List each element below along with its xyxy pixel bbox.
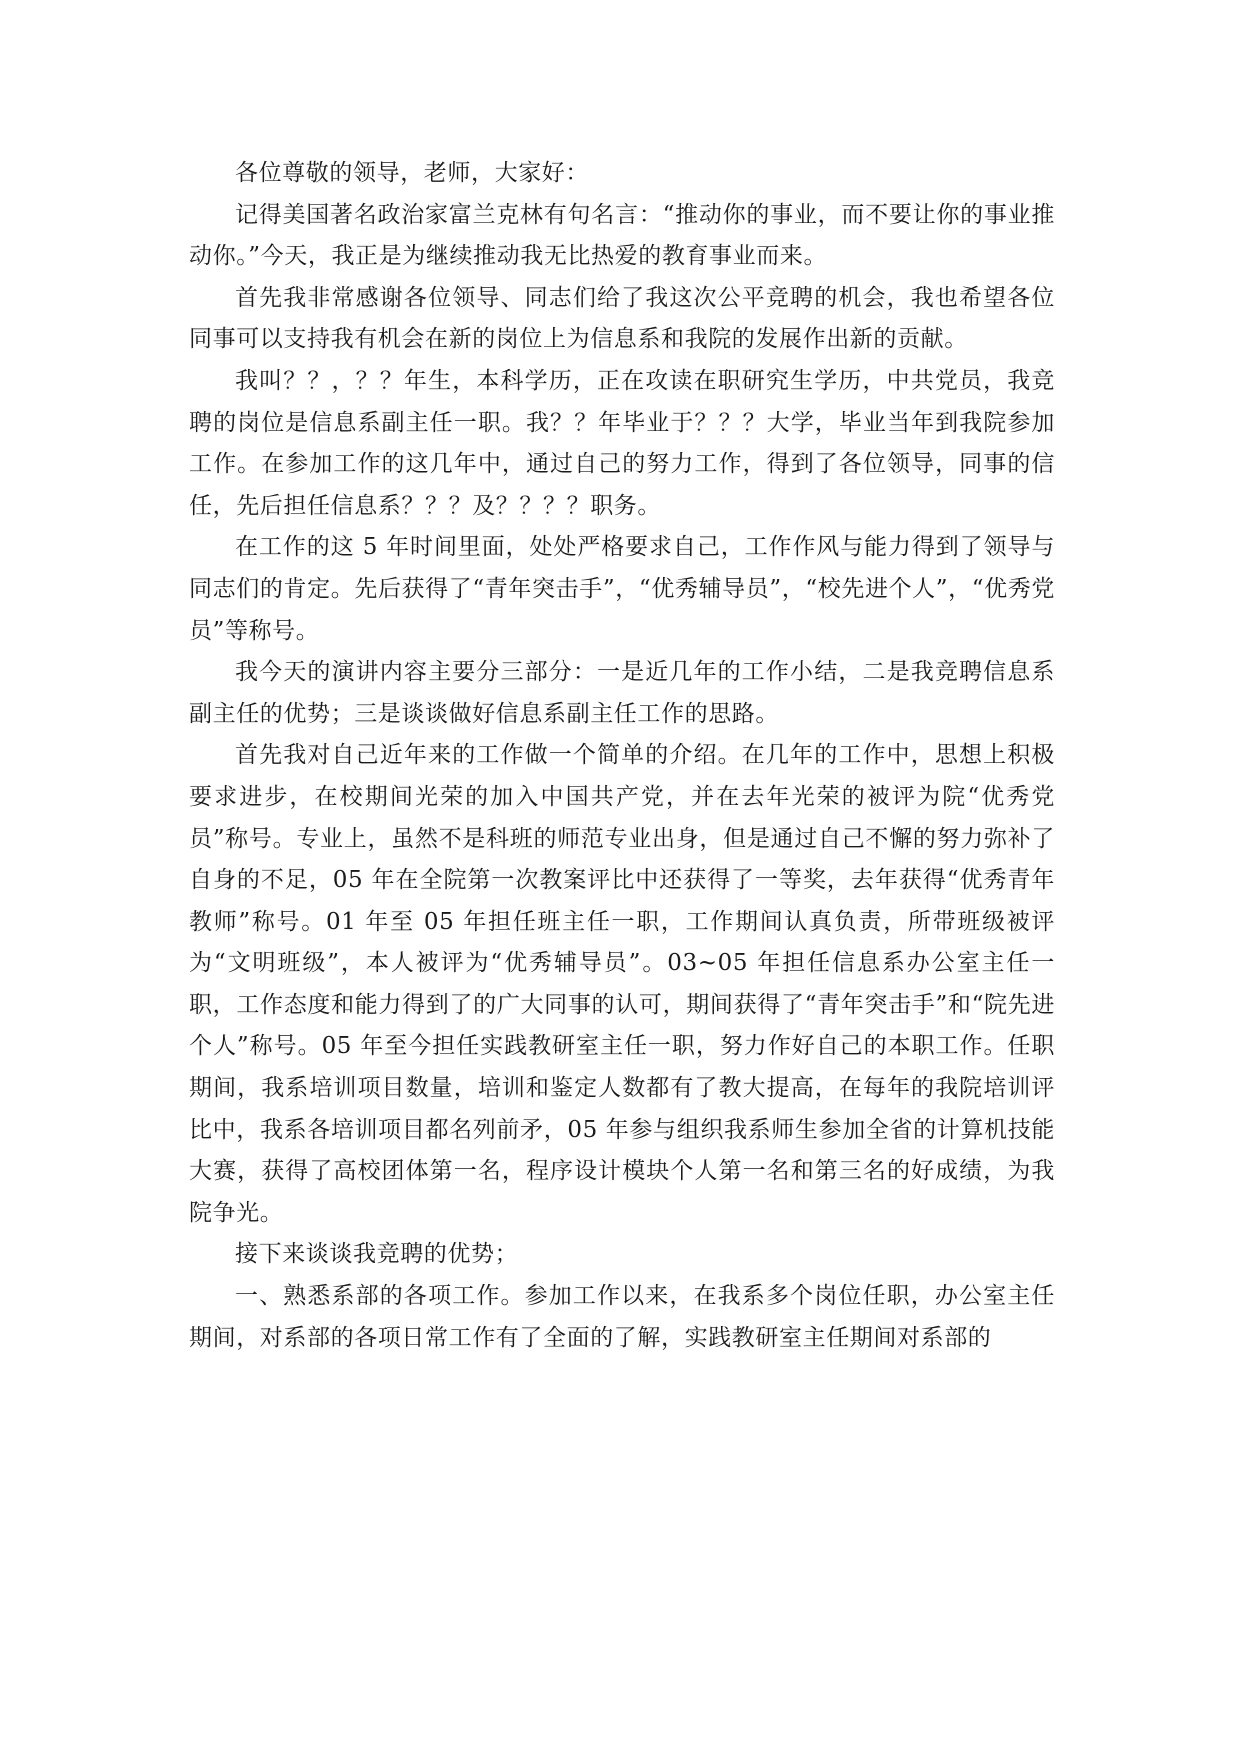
paragraph-outline: 我今天的演讲内容主要分三部分：一是近几年的工作小结，二是我竞聘信息系副主任的优势；三是谈谈做好信息系副主任工作的思路。 (189, 659, 1055, 727)
paragraph-advantages-intro: 接下来谈谈我竞聘的优势； (235, 1241, 519, 1268)
paragraph-thanks: 首先我非常感谢各位领导、同志们给了我这次公平竞聘的机会，我也希望各位同事可以支持我有机会在新的岗位上为信息系和我院的发展作出新的贡献。 (189, 284, 1055, 353)
paragraph-introduction: 我叫？？，？？年生，本科学历，正在攻读在职研究生学历，中共党员，我竞聘的岗位是信息系副主任一职。我？？年毕业于？？？大学，毕业当年到我院参加工作。在参加工作的这几年中，通过自己的努力工作，得到了各位领导，同事的信任，先后担任信息系？？？及？？？？职务。 (189, 367, 1055, 519)
paragraph-advantage-one: 一、熟悉系部的各项工作。参加工作以来，在我系多个岗位任职，办公室主任期间，对系部的各项日常工作有了全面的了解，实践教研室主任期间对系部的 (189, 1283, 1055, 1351)
greeting: 各位尊敬的领导，老师，大家好： (235, 160, 589, 186)
paragraph-franklin-quote: 记得美国著名政治家富兰克林有句名言：“推动你的事业，而不要让你的事业推动你。”今天，我正是为继续推动我无比热爱的教育事业而来。 (189, 201, 1055, 270)
paragraph-five-years: 在工作的这 5 年时间里面，处处严格要求自己，工作作风与能力得到了领导与同志们的肯定。先后获得了“青年突击手”，“优秀辅导员”，“校先进个人”，“优秀党员”等称号。 (189, 534, 1055, 644)
paragraph-work-summary: 首先我对自己近年来的工作做一个简单的介绍。在几年的工作中，思想上积极要求进步，在校期间光荣的加入中国共产党，并在去年光荣的被评为院“优秀党员”称号。专业上，虽然不是科班的师范专业出身，但是通过自己不懈的努力弥补了自身的不足，05 年在全院第一次教案评比中还获得了一等奖，去年获得“优秀青年教师”称号。01 年至 05 年担任班主任一职，工作期间认真负责，所带班级被评为“文明班级”，本人被评为“优秀辅导员”。03~05 年担任信息系办公室主任一职，工作态度和能力得到了的广大同事的认可，期间获得了“青年突击手”和“院先进个人”称号。05 年至今担任实践教研室主任一职，努力作好自己的本职工作。任职期间，我系培训项目数量，培训和鉴定人数都有了教大提高，在每年的我院培训评比中，我系各培训项目都名列前矛，05 年参与组织我系师生参加全省的计算机技能大赛，获得了高校团体第一名，程序设计模块个人第一名和第三名的好成绩，为我院争光。 (189, 742, 1055, 1226)
document-body (189, 153, 1055, 1359)
